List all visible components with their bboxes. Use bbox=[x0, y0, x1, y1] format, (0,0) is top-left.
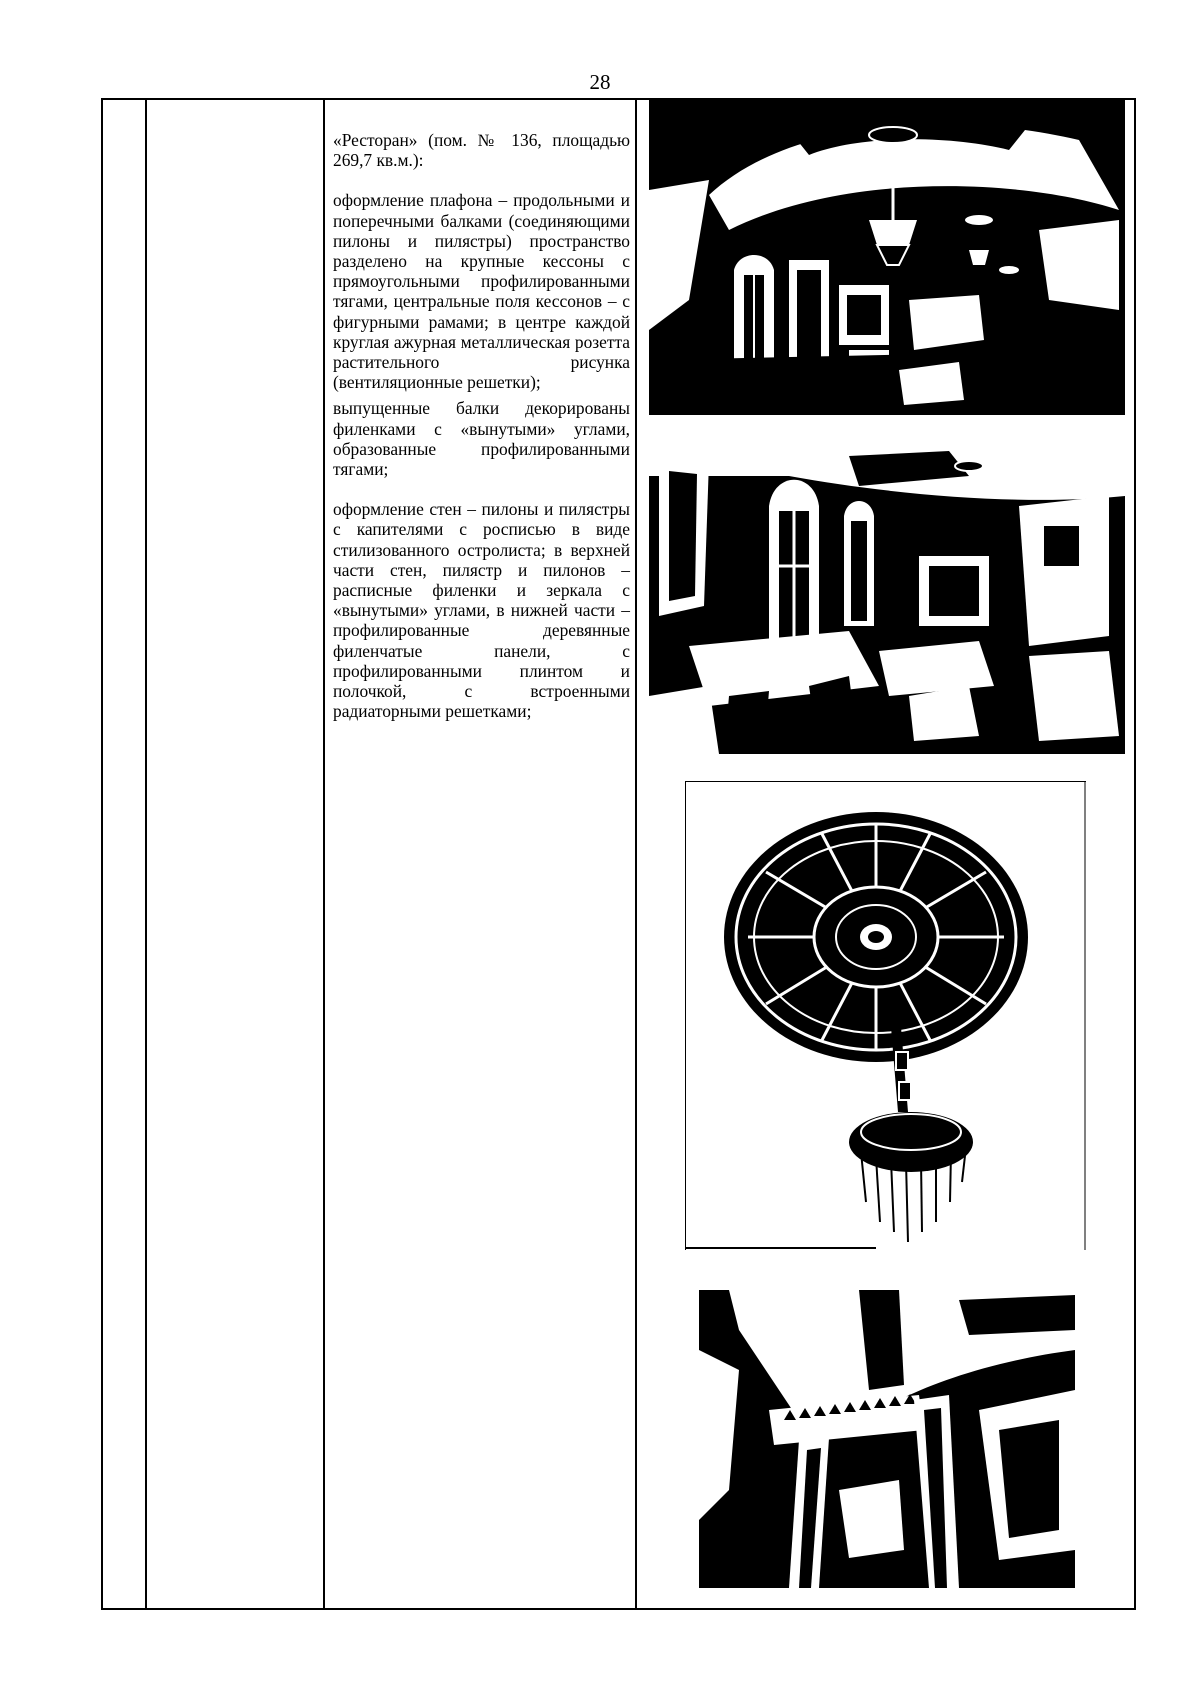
ceiling-beam-capital-detail-photo bbox=[699, 1290, 1075, 1588]
ceiling-description: оформление плафона – продольными и поперечными балками (соединяющими пилоны и пилястры) пространство разделено на крупные кессоны с прямоугольными профилированными тягами, центральные поля кессонов – с фигурными рамами; в центре каждой круглая ажурная металлическая розетта растительного рисунка (вентиляционные решетки); bbox=[333, 190, 630, 393]
ceiling-rosette-chandelier-photo bbox=[685, 781, 1086, 1250]
page-number: 28 bbox=[589, 70, 611, 94]
beams-description: выпущенные балки декорированы филенками с «вынутыми» углами, образованные профилированными тягами; bbox=[333, 398, 630, 480]
column-divider-1 bbox=[145, 100, 147, 1608]
room-heading: «Ресторан» (пом. № 136, площадью 269,7 кв.м.): bbox=[333, 130, 630, 171]
restaurant-ceiling-chandeliers-photo bbox=[649, 100, 1125, 415]
description-cell bbox=[333, 130, 630, 721]
walls-description: оформление стен – пилоны и пилястры с капителями с росписью в виде стилизованного остролиста; в верхней части стен, пилястр и пилонов – расписные филенки и зеркала с «вынутыми» углами, в нижней части – профилированные деревянные филенчатые панели, с профилированными плинтом и полочкой, с встроенными радиаторными решетками; bbox=[333, 499, 630, 722]
restaurant-dining-hall-photo bbox=[649, 436, 1125, 754]
heritage-table bbox=[101, 98, 1136, 1610]
column-divider-2 bbox=[323, 100, 325, 1608]
column-divider-3 bbox=[635, 100, 637, 1608]
